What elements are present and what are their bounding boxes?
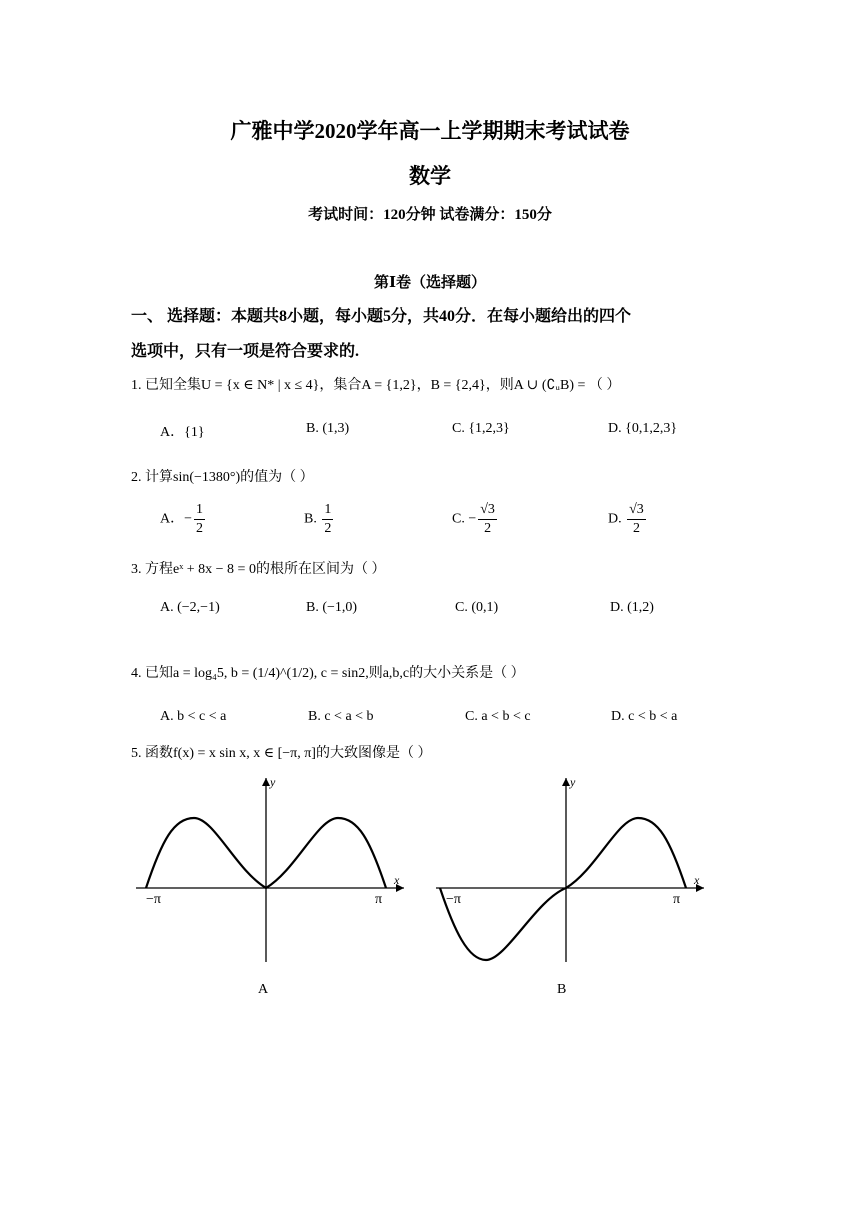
q2-c-fraction: $\frac{√3}{2}$ [480,502,495,536]
exam-subject: 数学 [409,164,451,188]
graph-a-y-label: y [270,775,276,789]
question-4: 4. 已知a = log₄5, b = (1/4)^(1/2), c = sin2,则a,b,c的大小关系是（ ） [131,666,525,681]
q2-d-fraction: $\frac{√3}{2}$ [629,502,644,536]
q4-option-a: A. b < c < a [160,709,227,724]
q2-option-c: C. − $\frac{√3}{2}$ [452,502,495,536]
q1-option-c: C. {1,2,3} [452,421,510,436]
q2-option-b: B. $\frac{1}{2}$ [304,502,332,536]
exam-info: 考试时间：120分钟 试卷满分：150分 [308,207,552,223]
q2-b-fraction: $\frac{1}{2}$ [324,502,332,536]
graph-a-y-arrow [262,778,270,786]
question-2: 2. 计算sin(−1380°)的值为（ ） [131,470,314,485]
graph-b-x-label: x [694,873,700,887]
question-5: 5. 函数f(x) = x sin x, x ∈ [−π, π]的大致图像是（ ） [131,746,432,761]
q3-option-c: C. (0,1) [455,600,499,615]
graph-b [432,770,712,970]
graph-a [132,770,412,970]
section-heading-line1: 一、 选择题：本题共8小题，每小题5分，共40分．在每小题给出的四个 [131,308,632,325]
q4-option-c: C. a < b < c [465,709,531,724]
q1-option-a: A．{1} [160,425,205,440]
q2-option-a: A．− $\frac{1}{2}$ [160,502,204,536]
graph-b-y-label: y [570,775,576,789]
graph-a-neg-pi: −π [146,892,161,907]
q2-option-d: D. $\frac{√3}{2}$ [608,502,644,536]
q3-option-b: B. (−1,0) [306,600,358,615]
graph-a-caption: A [258,982,269,997]
graph-b-y-arrow [562,778,570,786]
section-heading-line2: 选项中，只有一项是符合要求的. [131,343,360,360]
q3-option-d: D. (1,2) [610,600,654,615]
question-3: 3. 方程eˣ + 8x − 8 = 0的根所在区间为（ ） [131,562,386,577]
q3-option-a: A. (−2,−1) [160,600,220,615]
q2-a-fraction: $\frac{1}{2}$ [196,502,204,536]
graph-a-pi: π [375,892,383,907]
graph-b-curve [440,818,686,960]
q4-option-b: B. c < a < b [308,709,374,724]
graph-b-caption: B [557,982,567,997]
graph-b-pi: π [673,892,681,907]
graph-a-x-label: x [394,873,400,887]
q1-option-b: B. (1,3) [306,421,350,436]
graph-b-neg-pi: −π [446,892,461,907]
exam-title: 广雅中学2020学年高一上学期期末考试试卷 [230,119,630,143]
q1-option-d: D. {0,1,2,3} [608,421,678,436]
part-heading: 第Ⅰ卷（选择题） [373,275,487,291]
q4-option-d: D. c < b < a [611,709,678,724]
question-1: 1. 已知全集U = {x ∈ N* | x ≤ 4}，集合A = {1,2}，B = {2,4}，则A ∪ (∁ᵤB) = （ ） [131,378,621,393]
